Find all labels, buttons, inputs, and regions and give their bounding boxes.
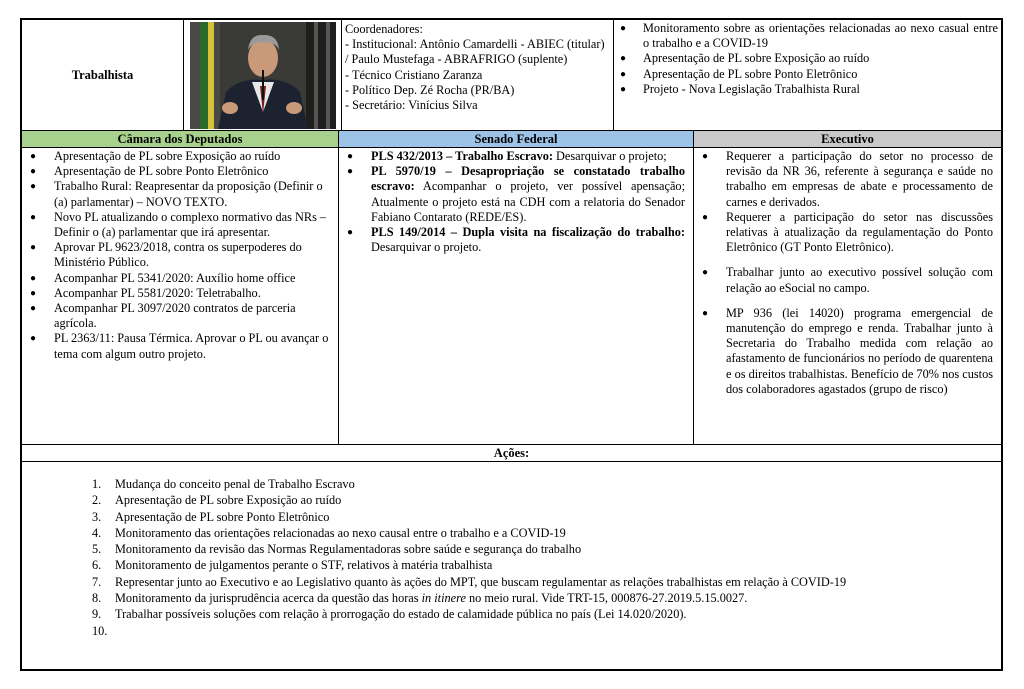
photo-cell bbox=[184, 20, 342, 131]
section-title: Trabalhista bbox=[22, 20, 184, 131]
columns-row bbox=[22, 148, 1001, 445]
acoes-list bbox=[92, 476, 1001, 638]
senado-item bbox=[343, 225, 689, 255]
senado-item-bill: PL 5970/19 – Desapropriação se constatado trabalho escravo: bbox=[371, 164, 685, 194]
acoes-section bbox=[22, 463, 1001, 669]
topic-item: ● Monitoramento sobre as orientações relacionadas ao nexo casual entre o trabalho e a COVID-19 bbox=[618, 21, 998, 51]
acao-item bbox=[92, 606, 1001, 622]
executivo-item: ● Trabalhar junto ao executivo possível solução com relação ao eSocial no campo. bbox=[698, 265, 993, 295]
header-row bbox=[22, 20, 1001, 131]
acao-item bbox=[92, 574, 1001, 590]
camara-item: ● Trabalho Rural: Reapresentar da proposição (Definir o (a) parlamentar) – NOVO TEXTO. bbox=[26, 179, 334, 209]
camara-item: ● Acompanhar PL 5341/2020: Auxílio home office bbox=[26, 271, 334, 286]
acao-text: Monitoramento de julgamentos perante o STF, relativos à matéria trabalhista bbox=[115, 558, 493, 573]
senado-item-bill: PLS 432/2013 – Trabalho Escravo: bbox=[371, 149, 553, 163]
camara-item: ● Acompanhar PL 5581/2020: Teletrabalho. bbox=[26, 286, 334, 301]
acao-number: 10. bbox=[92, 623, 108, 638]
acao-number: 8. bbox=[92, 591, 102, 606]
camara-item: ● Apresentação de PL sobre Ponto Eletrônico bbox=[26, 164, 334, 179]
senado-item bbox=[343, 164, 689, 225]
acao-number: 7. bbox=[92, 574, 102, 589]
topic-item: ● Apresentação de PL sobre Ponto Eletrônico bbox=[618, 67, 998, 82]
acao-item bbox=[92, 541, 1001, 557]
camara-column bbox=[22, 148, 339, 445]
senado-column bbox=[339, 148, 694, 445]
acao-number: 3. bbox=[92, 509, 102, 524]
acao-italic-text: in itinere bbox=[421, 591, 466, 606]
coordinators-text: Coordenadores: - Institucional: Antônio Camardelli - ABIEC (titular) / Paulo Mustefaga - ABRAFRIGO (suplente) - Técnico Cristiano Zaranza - Político Dep. Zé Rocha (PR/BA) - Secretário: Vinícius Silva bbox=[342, 20, 614, 131]
acao-number: 9. bbox=[92, 607, 102, 622]
camara-item: ● PL 2363/11: Pausa Térmica. Aprovar o PL ou avançar o tema com algum outro projeto. bbox=[26, 331, 334, 361]
topics-cell bbox=[614, 20, 1001, 131]
topics-list bbox=[618, 21, 998, 97]
acao-item bbox=[92, 590, 1001, 606]
camara-list bbox=[26, 149, 334, 362]
camara-item: ● Apresentação de PL sobre Exposição ao ruído bbox=[26, 149, 334, 164]
senado-item-text: Acompanhar o projeto, ver possível apensação; Atualmente o projeto está na CDH com a relatoria do Senador Fabiano Contarato (REDE/ES). bbox=[371, 179, 685, 224]
acao-number: 4. bbox=[92, 525, 102, 540]
acoes-header: Ações: bbox=[22, 446, 1001, 462]
acao-text: Monitoramento da revisão das Normas Regulamentadoras sobre saúde e segurança do trabalho bbox=[115, 542, 582, 557]
executivo-list bbox=[698, 149, 993, 397]
acao-item bbox=[92, 525, 1001, 541]
executivo-item: ● Requerer a participação do setor nas discussões relativas à atualização da regulamentação do Ponto Eletrônico (GT Ponto Eletrônico). bbox=[698, 210, 993, 256]
header-camara: Câmara dos Deputados bbox=[22, 131, 339, 147]
executivo-item: ● Requerer a participação do setor no processo de revisão da NR 36, referente à segurança e saúde no trabalho em empresas de abate e processamento de carnes e derivados. bbox=[698, 149, 993, 210]
acao-text: Monitoramento das orientações relacionadas ao nexo causal entre o trabalho e a COVID-19 bbox=[115, 525, 566, 540]
senado-item-text: Desarquivar o projeto. bbox=[371, 240, 482, 255]
topic-item: ● Projeto - Nova Legislação Trabalhista Rural bbox=[618, 82, 998, 97]
camara-item: ● Acompanhar PL 3097/2020 contratos de parceria agrícola. bbox=[26, 301, 334, 331]
acao-item bbox=[92, 509, 1001, 525]
speaker-photo bbox=[190, 22, 336, 129]
acao-number: 6. bbox=[92, 558, 102, 573]
acao-text: Apresentação de PL sobre Ponto Eletrônico bbox=[115, 509, 330, 524]
camara-item: ● Aprovar PL 9623/2018, contra os superpoderes do Ministério Público. bbox=[26, 240, 334, 270]
executivo-column bbox=[694, 148, 1001, 445]
camara-item: ● Novo PL atualizando o complexo normativo das NRs – Definir o (a) parlamentar que irá apresentar. bbox=[26, 210, 334, 240]
acao-item bbox=[92, 492, 1001, 508]
acao-text-after: no meio rural. Vide TRT-15, 000876-27.2019.5.15.0027. bbox=[465, 591, 748, 606]
topic-item: ● Apresentação de PL sobre Exposição ao ruído bbox=[618, 51, 998, 66]
senado-list bbox=[343, 149, 689, 255]
senado-item-text: Desarquivar o projeto; bbox=[552, 149, 667, 163]
senado-item bbox=[343, 149, 689, 164]
header-executivo: Executivo bbox=[694, 131, 1001, 147]
acao-number: 5. bbox=[92, 542, 102, 557]
column-headers bbox=[22, 131, 1001, 148]
acao-text: Trabalhar possíveis soluções com relação à prorrogação do estado de calamidade pública no país (Lei 14.020/2020). bbox=[115, 607, 687, 622]
senado-item-bill: PLS 149/2014 – Dupla visita na fiscalização do trabalho: bbox=[371, 225, 685, 240]
acao-item bbox=[92, 557, 1001, 573]
document-table bbox=[20, 18, 1003, 671]
acao-text: Monitoramento da jurisprudência acerca da questão das horas bbox=[115, 591, 422, 606]
acao-text: Apresentação de PL sobre Exposição ao ruído bbox=[115, 493, 342, 508]
acao-number: 2. bbox=[92, 493, 102, 508]
acao-number: 1. bbox=[92, 477, 102, 491]
acao-text: Mudança do conceito penal de Trabalho Escravo bbox=[115, 477, 355, 491]
header-senado: Senado Federal bbox=[339, 131, 694, 147]
executivo-item: ● MP 936 (lei 14020) programa emergencial de manutenção do emprego e renda. Trabalhar junto à Secretaria do Trabalho medida com relação ao afastamento de funcionários no período de quarentena e os direitos trabalhistas. Benefício de 70% nos custos dos colaboradores agastados (grupo de risco) bbox=[698, 306, 993, 397]
acao-item bbox=[92, 476, 1001, 492]
acao-text: Representar junto ao Executivo e ao Legislativo quanto às ações do MPT, que buscam regulamentar as relações trabalhistas em relação à COVID-19 bbox=[115, 574, 847, 589]
speaker-photo-image bbox=[190, 22, 336, 129]
